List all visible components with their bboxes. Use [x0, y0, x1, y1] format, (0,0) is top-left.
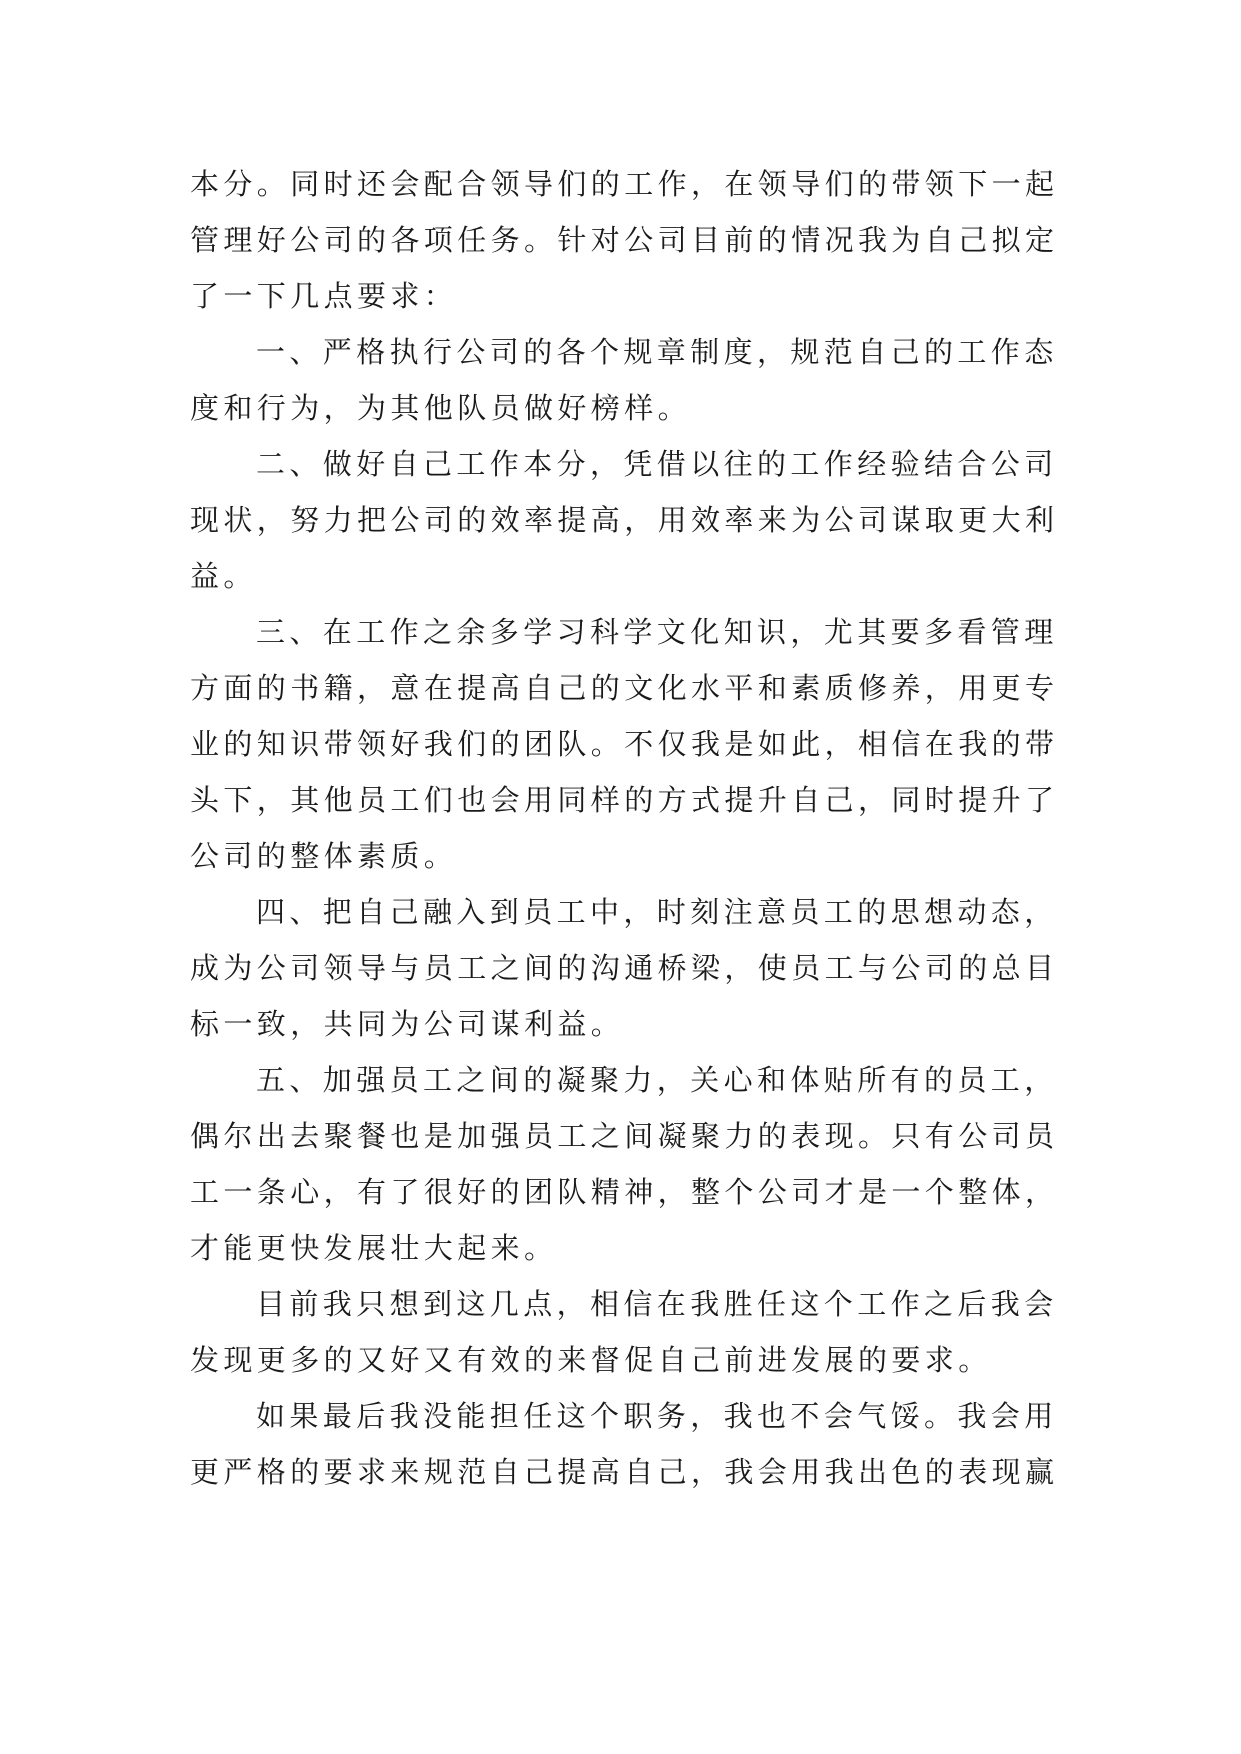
text-line: 度和行为，为其他队员做好榜样。 [190, 391, 692, 425]
text-line: 成为公司领导与员工之间的沟通桥梁，使员工与公司的总目 [190, 951, 1059, 985]
text-line: 三、在工作之余多学习科学文化知识，尤其要多看管理 [256, 615, 1058, 649]
text-line: 益。 [190, 559, 257, 593]
text-line: 公司的整体素质。 [190, 839, 458, 873]
text-line: 发现更多的又好又有效的来督促自己前进发展的要求。 [190, 1343, 992, 1377]
text-line: 方面的书籍，意在提高自己的文化水平和素质修养，用更专 [190, 671, 1059, 705]
text-line: 现状，努力把公司的效率提高，用效率来为公司谋取更大利 [190, 503, 1059, 537]
text-line: 本分。同时还会配合领导们的工作，在领导们的带领下一起 [190, 167, 1059, 201]
text-line: 管理好公司的各项任务。针对公司目前的情况我为自己拟定 [190, 223, 1059, 257]
text-line: 偶尔出去聚餐也是加强员工之间凝聚力的表现。只有公司员 [190, 1119, 1059, 1153]
text-line: 工一条心，有了很好的团队精神，整个公司才是一个整体， [190, 1175, 1059, 1209]
body-text [190, 156, 1059, 1500]
text-line: 目前我只想到这几点，相信在我胜任这个工作之后我会 [256, 1287, 1058, 1321]
text-line: 业的知识带领好我们的团队。不仅我是如此，相信在我的带 [190, 727, 1059, 761]
text-line: 五、加强员工之间的凝聚力，关心和体贴所有的员工， [256, 1063, 1058, 1097]
text-line: 四、把自己融入到员工中，时刻注意员工的思想动态， [256, 895, 1058, 929]
text-line: 如果最后我没能担任这个职务，我也不会气馁。我会用 [256, 1399, 1058, 1433]
text-line: 二、做好自己工作本分，凭借以往的工作经验结合公司 [256, 447, 1058, 481]
text-line: 标一致，共同为公司谋利益。 [190, 1007, 625, 1041]
text-line: 头下，其他员工们也会用同样的方式提升自己，同时提升了 [190, 783, 1059, 817]
text-line: 了一下几点要求： [190, 279, 458, 313]
text-line: 才能更快发展壮大起来。 [190, 1231, 558, 1265]
text-line: 一、严格执行公司的各个规章制度，规范自己的工作态 [256, 335, 1058, 369]
text-line: 更严格的要求来规范自己提高自己，我会用我出色的表现赢 [190, 1455, 1059, 1489]
